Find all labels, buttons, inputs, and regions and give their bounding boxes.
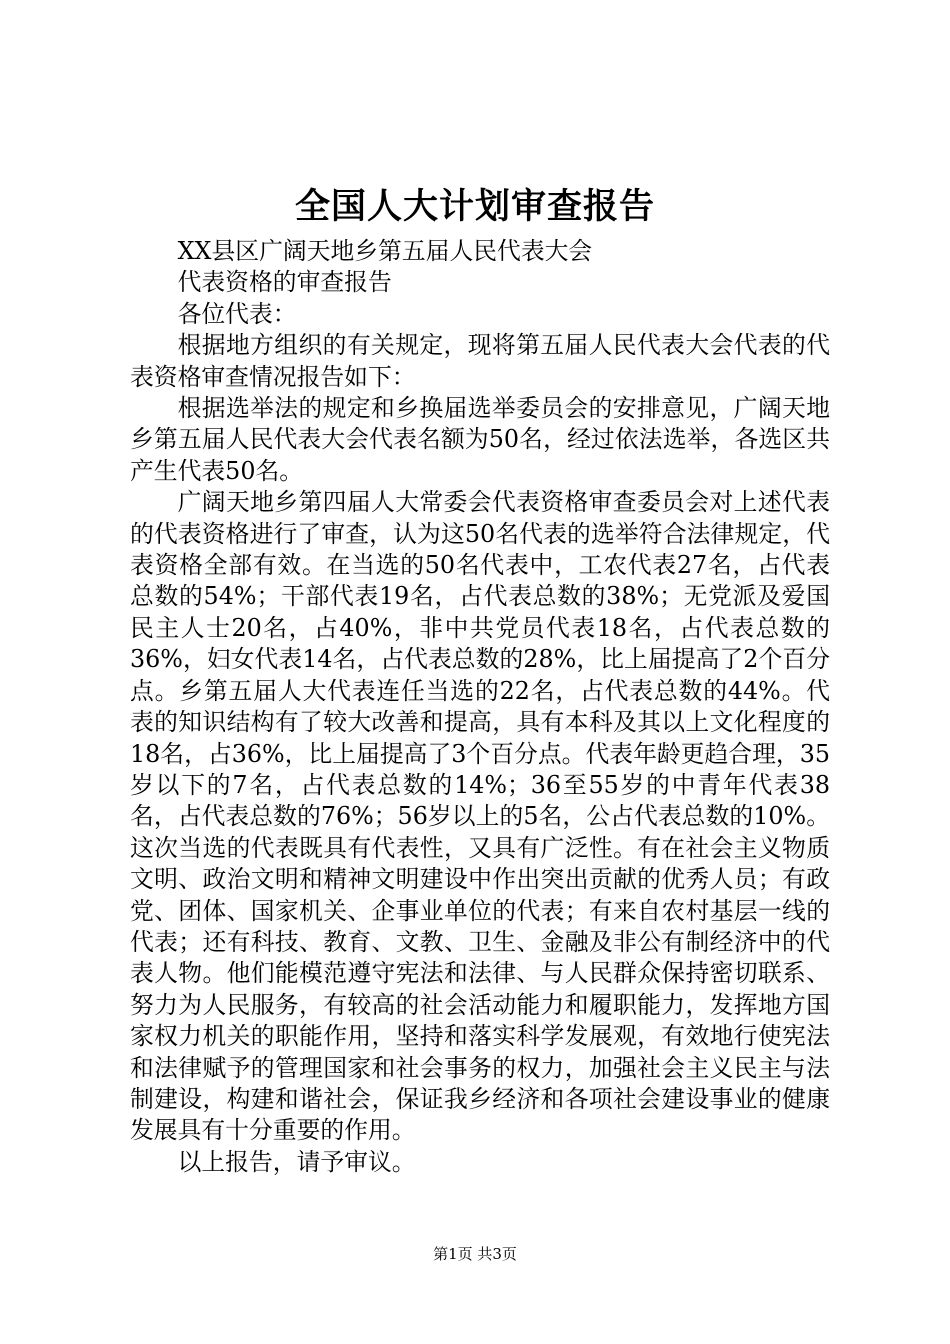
document-body	[130, 236, 830, 1178]
paragraph-closing: 以上报告，请予审议。	[177, 1147, 416, 1176]
paragraph-election-quota: 根据选举法的规定和乡换届选举委员会的安排意见，广阔天地乡第五届人民代表大会代表名额为50名，经过依法选举，各选区共产生代表50名。	[130, 394, 830, 485]
document-title: 全国人大计划审查报告	[294, 186, 655, 227]
paragraph-salutation: 各位代表：	[177, 299, 297, 328]
paragraph-intro: 根据地方组织的有关规定，现将第五届人民代表大会代表的代表资格审查情况报告如下：	[130, 331, 830, 391]
page-number-footer: 第1页 共3页	[433, 1245, 517, 1263]
paragraph-review-details: 广阔天地乡第四届人大常委会代表资格审查委员会对上述代表的代表资格进行了审查，认为这50名代表的选举符合法律规定，代表资格全部有效。在当选的50名代表中，工农代表27名，占代表总数的54%；干部代表19名，占代表总数的38%；无党派及爱国民主人士20名，占40%，非中共党员代表18名，占代表总数的36%，妇女代表14名，占代表总数的28%，比上届提高了2个百分点。乡第五届人大代表连任当选的22名，占代表总数的44%。代表的知识结构有了较大改善和提高，具有本科及其以上文化程度的18名，占36%，比上届提高了3个百分点。代表年龄更趋合理，35岁以下的7名，占代表总数的14%；36至55岁的中青年代表38名，占代表总数的76%；56岁以上的5名，公占代表总数的10%。这次当选的代表既具有代表性，又具有广泛性。有在社会主义物质文明、政治文明和精神文明建设中作出突出贡献的优秀人员；有政党、团体、国家机关、企事业单位的代表；有来自农村基层一线的代表；还有科技、教育、文教、卫生、金融及非公有制经济中的代表人物。他们能模范遵守宪法和法律、与人民群众保持密切联系、努力为人民服务，有较高的社会活动能力和履职能力，发挥地方国家权力机关的职能作用，坚持和落实科学发展观，有效地行使宪法和法律赋予的管理国家和社会事务的权力，加强社会主义民主与法制建设，构建和谐社会，保证我乡经济和各项社会建设事业的健康发展具有十分重要的作用。	[130, 488, 830, 1145]
paragraph-header-line-1: XX县区广阔天地乡第五届人民代表大会	[177, 237, 593, 265]
paragraph-header-line-2: 代表资格的审查报告	[177, 268, 392, 297]
